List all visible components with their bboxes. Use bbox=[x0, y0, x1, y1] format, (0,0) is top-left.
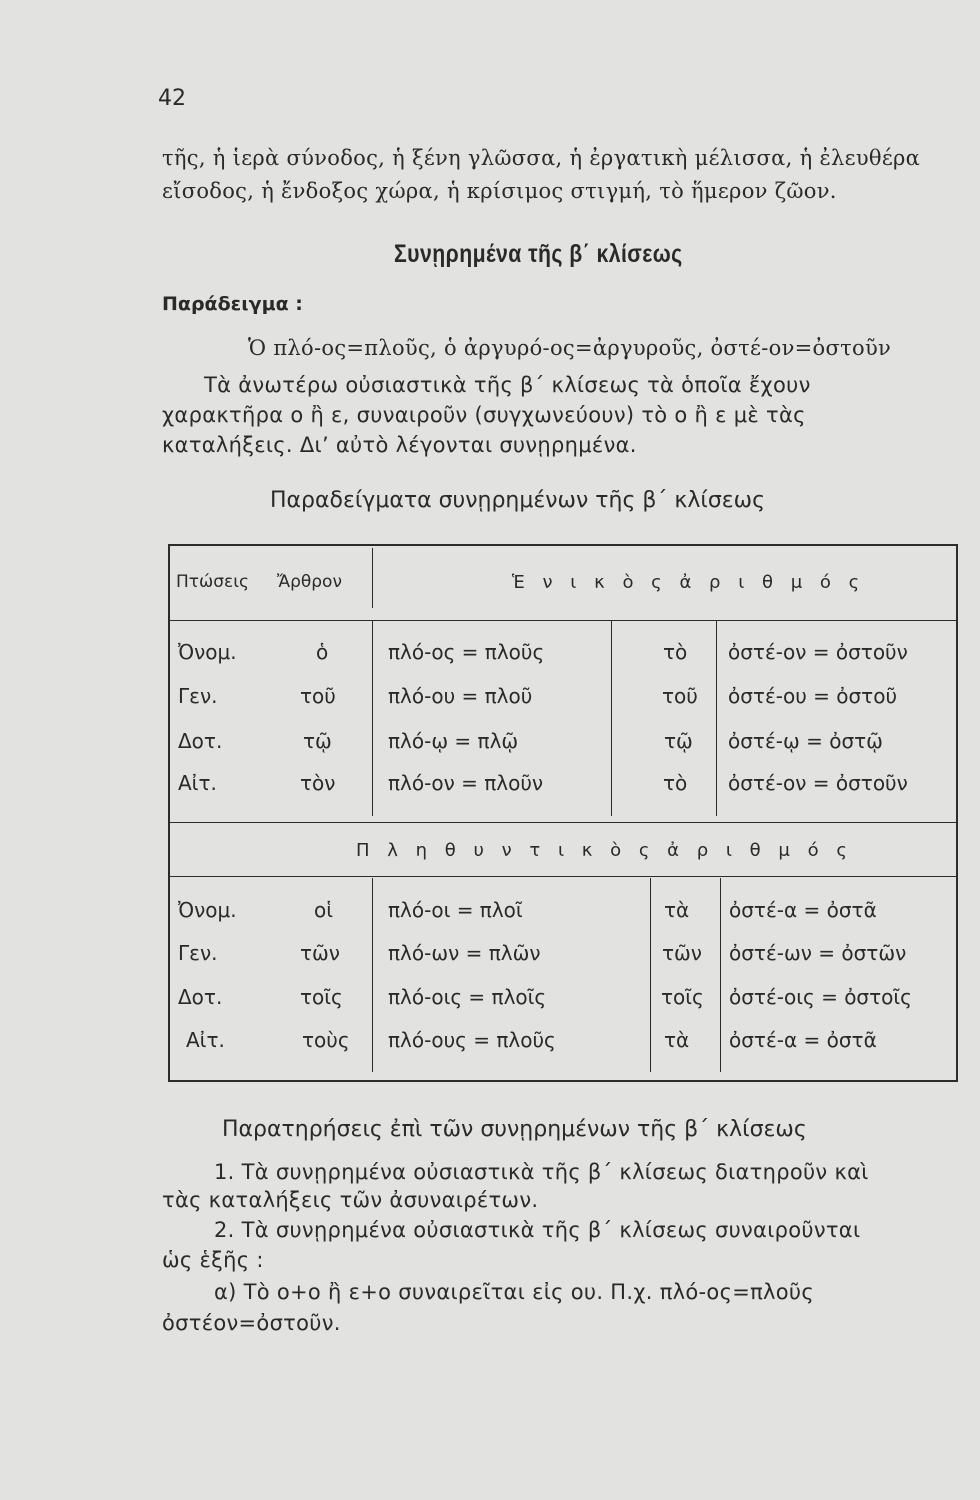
row-case: Αἰτ. bbox=[186, 1028, 225, 1052]
row-case: Γεν. bbox=[178, 941, 218, 965]
notes-line-5: α) Τὸ ο+ο ἢ ε+ο συναιρεῖται εἰς ου. Π.χ. πλό-ος=πλοῦς bbox=[214, 1280, 814, 1304]
body-line-1: Τὰ ἀνωτέρω οὐσιαστικὰ τῆς β΄ κλίσεως τὰ ὁποῖα ἔχουν bbox=[204, 373, 811, 397]
notes-title: Παρατηρήσεις ἐπὶ τῶν συνῃρημένων τῆς β΄ κλίσεως bbox=[222, 1117, 807, 1142]
singular-col-divider-1 bbox=[372, 620, 373, 816]
row-neuter-article: τῶν bbox=[662, 941, 702, 965]
row-article: τὸν bbox=[300, 771, 336, 795]
row-neuter-article: τοῦ bbox=[662, 684, 698, 708]
page-number: 42 bbox=[158, 86, 186, 111]
row-masculine: πλό-οι = πλοῖ bbox=[388, 898, 523, 922]
table-bottom-rule bbox=[168, 1080, 958, 1082]
row-masculine: πλό-ον = πλοῦν bbox=[388, 771, 544, 795]
singular-label: Ἑ ν ι κ ὸ ς ἀ ρ ι θ μ ό ς bbox=[512, 572, 866, 593]
notes-line-3: 2. Τὰ συνῃρημένα οὐσιαστικὰ τῆς β΄ κλίσεως συναιροῦνται bbox=[214, 1218, 861, 1242]
row-neuter: ὀστέ-ου = ὀστοῦ bbox=[728, 684, 898, 708]
row-case: Δοτ. bbox=[178, 985, 223, 1009]
row-neuter: ὀστέ-ῳ = ὀστῷ bbox=[728, 729, 883, 753]
notes-line-4: ὡς ἑξῆς : bbox=[162, 1248, 264, 1272]
notes-line-6: ὀστέον=ὀστοῦν. bbox=[162, 1311, 341, 1335]
row-masculine: πλό-ῳ = πλῷ bbox=[388, 729, 519, 753]
row-article: τοῖς bbox=[300, 985, 343, 1009]
plural-label: Π λ η θ υ ν τ ι κ ὸ ς ἀ ρ ι θ μ ό ς bbox=[356, 840, 853, 861]
plural-col-divider-1 bbox=[372, 878, 373, 1072]
table-top-rule bbox=[168, 544, 958, 546]
body-line-3: καταλήξεις. Δι’ αὐτὸ λέγονται συνῃρημένα. bbox=[162, 433, 637, 457]
header-rule bbox=[170, 620, 956, 621]
plural-col-divider-3 bbox=[720, 878, 721, 1072]
row-case: Αἰτ. bbox=[178, 771, 217, 795]
row-masculine: πλό-ος = πλοῦς bbox=[388, 640, 545, 664]
body-line-2: χαρακτῆρα ο ἢ ε, συναιροῦν (συγχωνεύουν) τὸ ο ἢ ε μὲ τὰς bbox=[162, 403, 806, 427]
row-neuter: ὀστέ-οις = ὀστοῖς bbox=[729, 985, 912, 1009]
row-case: Δοτ. bbox=[178, 729, 223, 753]
row-case: Ὀνομ. bbox=[178, 898, 237, 922]
notes-line-1: 1. Τὰ συνῃρημένα οὐσιαστικὰ τῆς β΄ κλίσεως διατηροῦν καὶ bbox=[214, 1160, 869, 1184]
table-caption: Παραδείγματα συνῃρημένων τῆς β΄ κλίσεως bbox=[270, 488, 765, 513]
intro-line-1: τῆς, ἡ ἱερὰ σύνοδος, ἡ ξένη γλῶσσα, ἡ ἐργατικὴ μέλισσα, ἡ ἐλευθέρα bbox=[162, 146, 921, 170]
row-neuter: ὀστέ-α = ὀστᾶ bbox=[729, 898, 877, 922]
example-line: Ὁ πλό-ος=πλοῦς, ὁ ἀργυρό-ος=ἀργυροῦς, ὀστέ-ον=ὀστοῦν bbox=[248, 336, 892, 360]
header-cases: Πτώσεις bbox=[176, 572, 249, 592]
row-case: Γεν. bbox=[178, 684, 218, 708]
row-neuter-article: τὰ bbox=[664, 898, 690, 922]
section-title: Συνῃρημένα τῆς β΄ κλίσεως bbox=[394, 240, 683, 268]
row-masculine: πλό-ου = πλοῦ bbox=[388, 684, 533, 708]
table-right-rule bbox=[956, 544, 958, 1082]
header-article: Ἄρθρον bbox=[277, 572, 342, 592]
row-neuter-article: τῷ bbox=[664, 729, 693, 753]
plural-top-rule bbox=[170, 822, 956, 823]
row-neuter-article: τὸ bbox=[663, 640, 688, 664]
row-neuter-article: τοῖς bbox=[661, 985, 704, 1009]
row-neuter: ὀστέ-ων = ὀστῶν bbox=[729, 941, 907, 965]
row-article: τῶν bbox=[300, 941, 340, 965]
example-label: Παράδειγμα : bbox=[162, 293, 303, 315]
plural-col-divider-2 bbox=[650, 878, 651, 1072]
header-divider bbox=[372, 548, 373, 608]
row-masculine: πλό-οις = πλοῖς bbox=[388, 985, 547, 1009]
table-left-rule bbox=[168, 544, 170, 1082]
row-article: ὁ bbox=[316, 640, 329, 664]
row-neuter: ὀστέ-α = ὀστᾶ bbox=[729, 1028, 877, 1052]
row-article: τῷ bbox=[303, 729, 332, 753]
intro-line-2: εἴσοδος, ἡ ἔνδοξος χώρα, ἡ κρίσιμος στιγμή, τὸ ἥμερον ζῶον. bbox=[162, 179, 837, 203]
row-article: τοὺς bbox=[302, 1028, 350, 1052]
row-neuter-article: τὸ bbox=[663, 771, 688, 795]
row-case: Ὀνομ. bbox=[178, 640, 237, 664]
row-article: τοῦ bbox=[300, 684, 336, 708]
row-neuter-article: τὰ bbox=[664, 1028, 690, 1052]
singular-col-divider-2 bbox=[611, 620, 612, 816]
row-neuter: ὀστέ-ον = ὀστοῦν bbox=[728, 771, 908, 795]
row-masculine: πλό-ους = πλοῦς bbox=[388, 1028, 556, 1052]
row-article: οἱ bbox=[314, 898, 334, 922]
singular-col-divider-3 bbox=[716, 620, 717, 816]
row-masculine: πλό-ων = πλῶν bbox=[388, 941, 541, 965]
plural-header-rule bbox=[170, 876, 956, 877]
notes-line-2: τὰς καταλήξεις τῶν ἀσυναιρέτων. bbox=[162, 1188, 539, 1212]
row-neuter: ὀστέ-ον = ὀστοῦν bbox=[728, 640, 908, 664]
